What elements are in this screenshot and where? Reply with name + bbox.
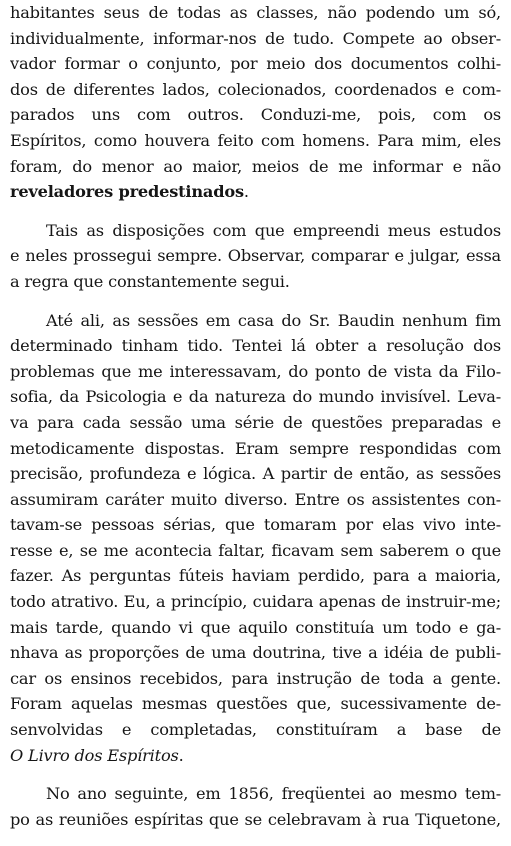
text-line: car os ensinos recebidos, para instrução de toda a gente. (10, 668, 501, 688)
text-line (10, 743, 501, 769)
text-line: nhava as proporções de uma doutrina, tive a idéia de publi- (10, 643, 501, 663)
punctuation: . (243, 182, 249, 202)
text-line: dos de diferentes lados, colecionados, coordenados e com- (10, 79, 501, 99)
text-line: No ano seguinte, em 1856, freqüentei ao mesmo tem- (46, 784, 501, 804)
text-line: Foram aquelas mesmas questões que, sucessivamente de- (10, 694, 501, 714)
paragraph-2 (10, 218, 501, 295)
punctuation: . (178, 745, 184, 765)
text-line: sofia, da Psicologia e da natureza do mundo invisível. Leva- (10, 387, 501, 407)
text-line: resse e, se me acontecia faltar, ficavam sem saberem o que (10, 540, 501, 560)
text-line: problemas que me interessavam, do ponto de vista da Filo- (10, 361, 501, 381)
paragraph-3 (10, 308, 501, 769)
text-line: Até ali, as sessões em casa do Sr. Baudin nenhum fim (46, 310, 501, 330)
paragraph-1 (10, 0, 501, 205)
text-line: Tais as disposições com que empreendi meus estudos (46, 220, 501, 240)
text-line (10, 179, 501, 205)
text-line: Espíritos, como houvera feito com homens. Para mim, eles (10, 130, 501, 150)
text-line: mais tarde, quando vi que aquilo constituía um todo e ga- (10, 617, 501, 637)
text-line: foram, do menor ao maior, meios de me informar e não (10, 156, 501, 176)
text-line: determinado tinham tido. Tentei lá obter a resolução dos (10, 336, 501, 356)
text-line: precisão, profundeza e lógica. A partir de então, as sessões (10, 464, 501, 484)
text-line: po as reuniões espíritas que se celebravam à rua Tiquetone, (10, 809, 501, 829)
text-line: habitantes seus de todas as classes, não podendo um só, (10, 3, 501, 22)
text-line: todo atrativo. Eu, a princípio, cuidara apenas de instruir-me; (10, 592, 501, 612)
text-line: senvolvidas e completadas, constituíram a base de (10, 720, 501, 740)
text-line: individualmente, informar-nos de tudo. Compete ao obser- (10, 28, 501, 48)
text-line: a regra que constantemente segui. (10, 271, 290, 291)
text-line: assumiram caráter muito diverso. Entre os assistentes con- (10, 489, 501, 509)
text-line: va para cada sessão uma série de questões preparadas e (10, 412, 501, 432)
text-line: metodicamente dispostas. Eram sempre respondidas com (10, 438, 501, 458)
text-line: tavam-se pessoas sérias, que tomaram por elas vivo inte- (10, 515, 501, 535)
text-line: vador formar o conjunto, por meio dos documentos colhi- (10, 54, 501, 74)
text-line: fazer. As perguntas fúteis haviam perdido, para a maioria, (10, 566, 501, 586)
bold-phrase: reveladores predestinados (10, 182, 244, 202)
document-page (10, 0, 501, 832)
book-title: O Livro dos Espíritos (10, 745, 179, 765)
text-line: e neles prossegui sempre. Observar, comparar e julgar, essa (10, 246, 501, 266)
text-line: parados uns com outros. Conduzi-me, pois, com os (10, 105, 501, 125)
paragraph-4 (10, 781, 501, 832)
